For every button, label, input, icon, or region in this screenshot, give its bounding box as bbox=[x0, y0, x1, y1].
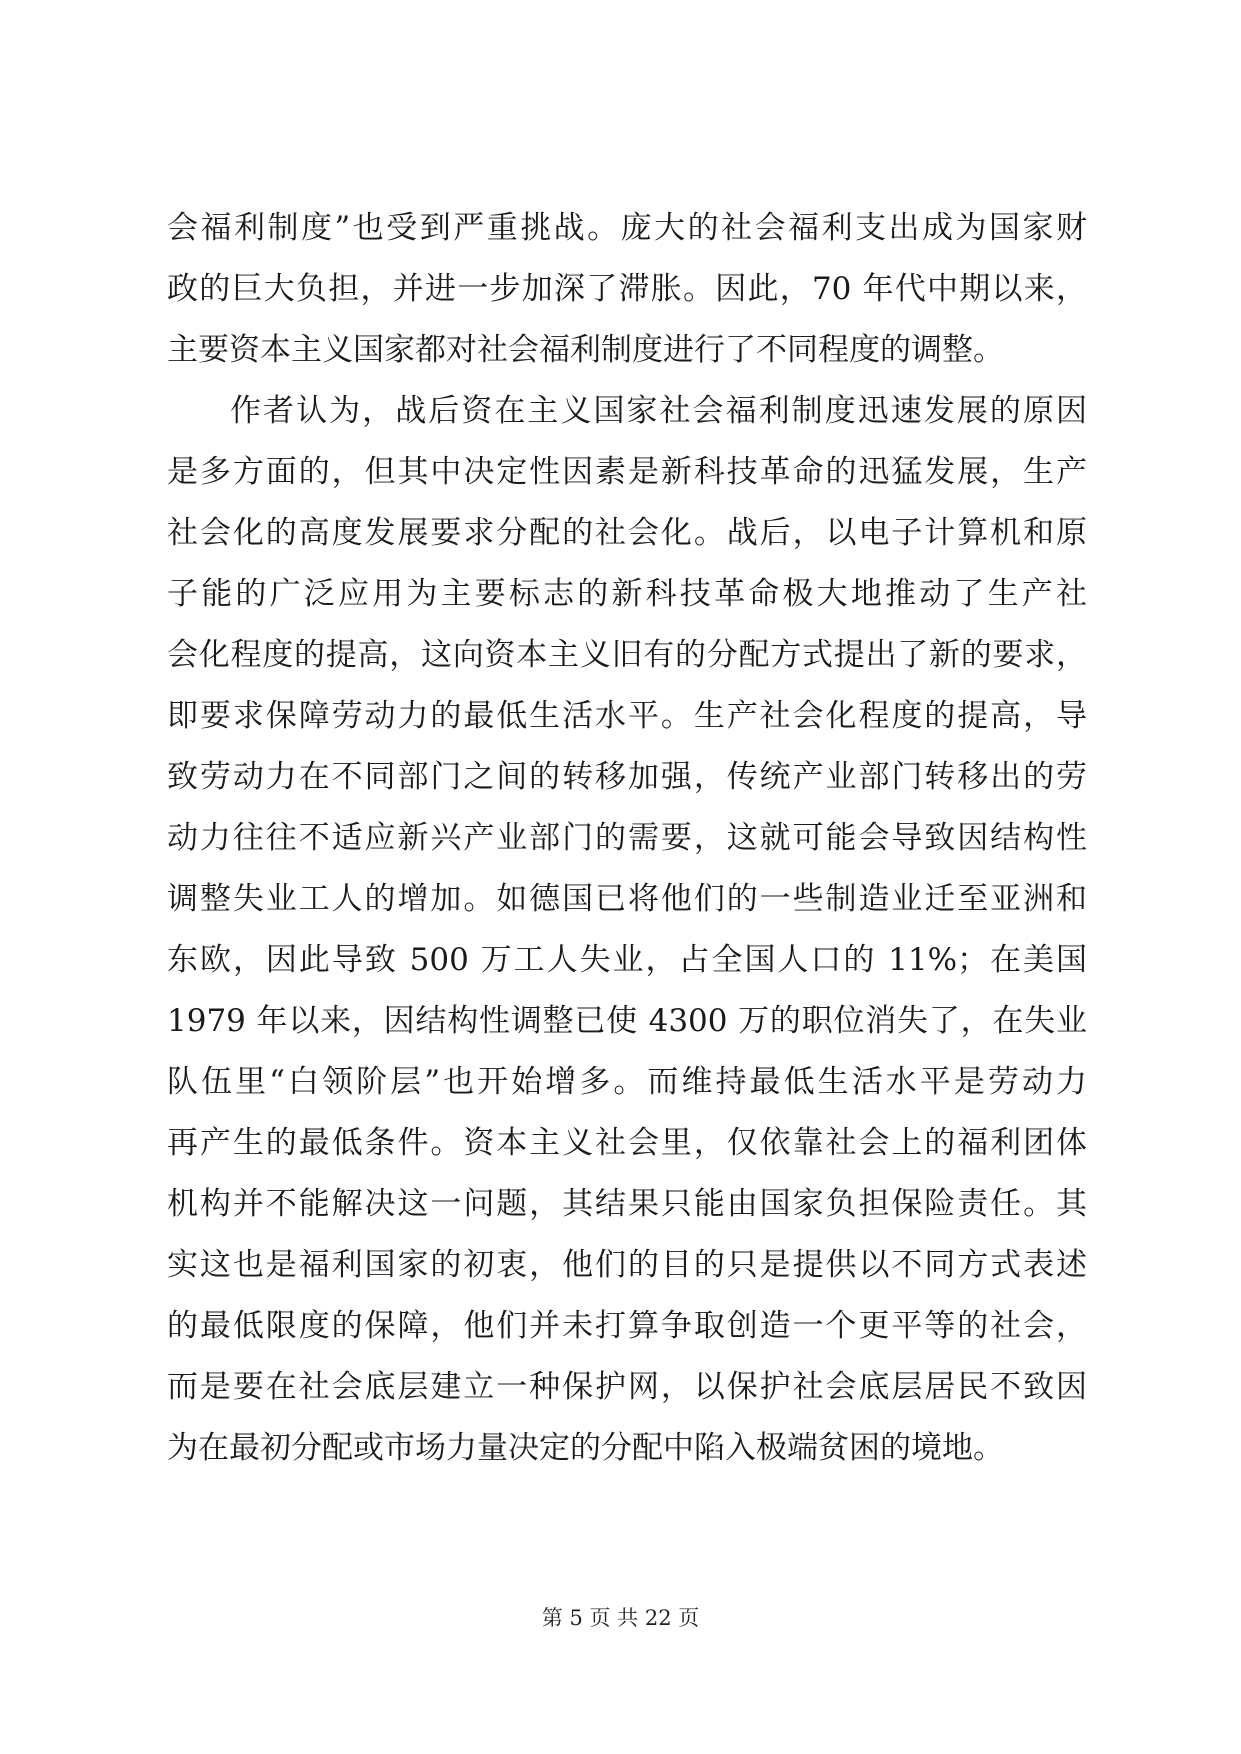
paragraph-line: 东欧，因此导致 500 万工人失业，占全国人口的 11%；在美国 bbox=[167, 942, 1087, 978]
paragraph-line: 的最低限度的保障，他们并未打算争取创造一个更平等的社会， bbox=[167, 1308, 1087, 1344]
paragraph-line: 子能的广泛应用为主要标志的新科技革命极大地推动了生产社 bbox=[167, 576, 1087, 612]
paragraph-line: 作者认为，战后资在主义国家社会福利制度迅速发展的原因 bbox=[230, 393, 1087, 429]
paragraph-line: 再产生的最低条件。资本主义社会里，仅依靠社会上的福利团体 bbox=[167, 1125, 1087, 1161]
page-number-footer: 第 5 页 共 22 页 bbox=[541, 1606, 700, 1630]
paragraph-line: 为在最初分配或市场力量决定的分配中陷入极端贫困的境地。 bbox=[167, 1430, 1004, 1466]
paragraph-line: 1979 年以来，因结构性调整已使 4300 万的职位消失了，在失业 bbox=[167, 1003, 1087, 1039]
paragraph-line: 社会化的高度发展要求分配的社会化。战后，以电子计算机和原 bbox=[167, 515, 1087, 551]
paragraph-line: 调整失业工人的增加。如德国已将他们的一些制造业迁至亚洲和 bbox=[167, 881, 1087, 917]
paragraph-line: 主要资本主义国家都对社会福利制度进行了不同程度的调整。 bbox=[167, 332, 1004, 368]
paragraph-line: 政的巨大负担，并进一步加深了滞胀。因此，70 年代中期以来， bbox=[167, 271, 1087, 307]
paragraph-line: 会化程度的提高，这向资本主义旧有的分配方式提出了新的要求， bbox=[167, 637, 1087, 673]
paragraph-line: 实这也是福利国家的初衷，他们的目的只是提供以不同方式表述 bbox=[167, 1247, 1087, 1283]
paragraph-line: 会福利制度”也受到严重挑战。庞大的社会福利支出成为国家财 bbox=[167, 210, 1087, 246]
paragraph-line: 致劳动力在不同部门之间的转移加强，传统产业部门转移出的劳 bbox=[167, 759, 1087, 795]
paragraph-line: 而是要在社会底层建立一种保护网，以保护社会底层居民不致因 bbox=[167, 1369, 1087, 1405]
paragraph-line: 即要求保障劳动力的最低生活水平。生产社会化程度的提高，导 bbox=[167, 698, 1087, 734]
paragraph-line: 是多方面的，但其中决定性因素是新科技革命的迅猛发展，生产 bbox=[167, 454, 1087, 490]
paragraph-line: 队伍里“白领阶层”也开始增多。而维持最低生活水平是劳动力 bbox=[167, 1064, 1087, 1100]
paragraph-line: 动力往往不适应新兴产业部门的需要，这就可能会导致因结构性 bbox=[167, 820, 1087, 856]
paragraph-line: 机构并不能解决这一问题，其结果只能由国家负担保险责任。其 bbox=[167, 1186, 1087, 1222]
